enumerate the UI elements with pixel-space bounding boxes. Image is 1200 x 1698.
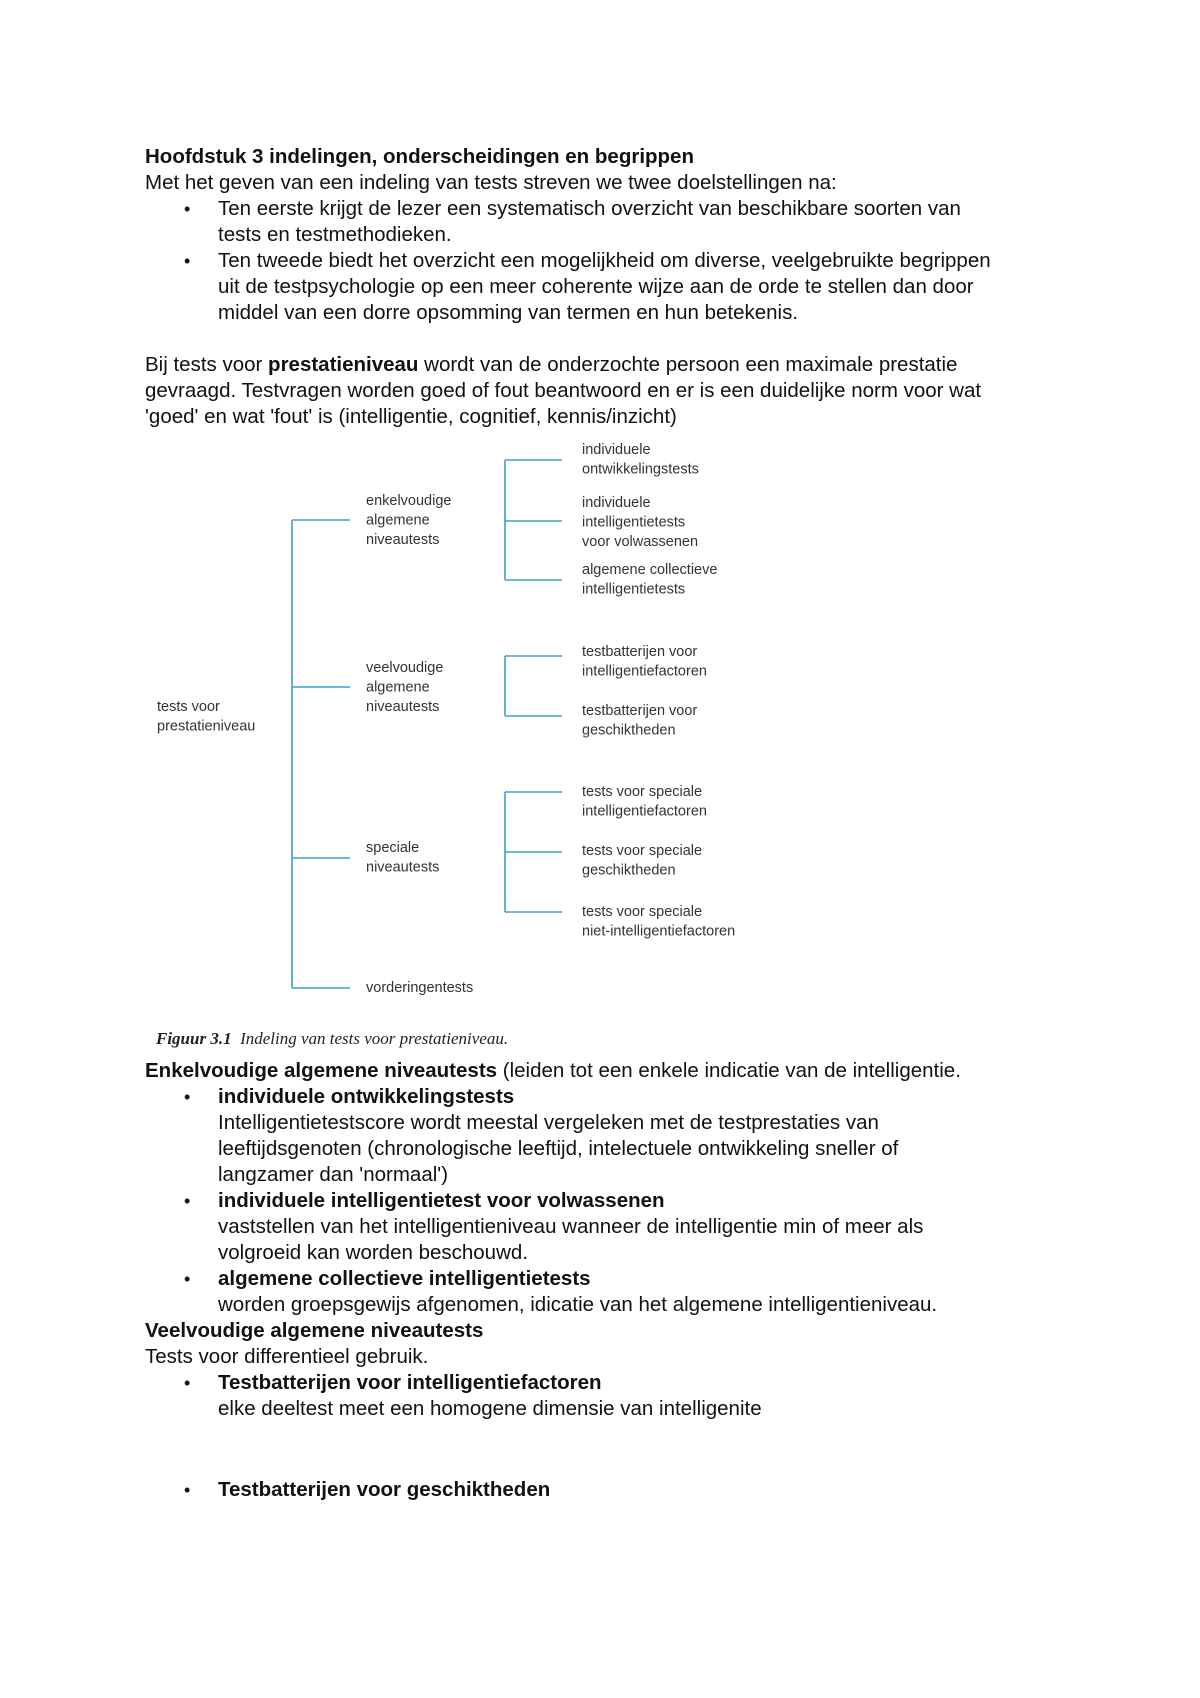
diagram-root-label: tests voor prestatieniveau xyxy=(157,699,256,735)
diagram-level2-label: individuele intelligentietests voor volwassenen xyxy=(582,495,699,550)
section1-item-2-title: individuele intelligentietest voor volwassenen xyxy=(218,1189,665,1212)
intro-bullet-2-line-1: Ten tweede biedt het overzicht een mogelijkheid om diverse, veelgebruikte begrippen xyxy=(218,249,991,272)
section1-item-3-title: algemene collectieve intelligentietests xyxy=(218,1267,591,1290)
diagram-level2-label: tests voor speciale niet-intelligentiefactoren xyxy=(582,904,736,940)
diagram-level1-label: vorderingentests xyxy=(366,980,474,996)
diagram-level2-label: tests voor speciale geschiktheden xyxy=(582,843,703,879)
section2-title: Veelvoudige algemene niveautests xyxy=(145,1319,484,1342)
figure-caption-label: Figuur 3.1 xyxy=(156,1029,232,1048)
paragraph-bold-term: prestatieniveau xyxy=(268,353,419,376)
section1-title-suffix: (leiden tot een enkele indicatie van de intelligentie. xyxy=(497,1059,961,1082)
section2-intro: Tests voor differentieel gebruik. xyxy=(145,1345,429,1368)
diagram-level1-label: veelvoudige algemene niveautests xyxy=(366,660,444,715)
intro-bullet-1-line-2: tests en testmethodieken. xyxy=(218,223,452,246)
paragraph-line-3: 'goed' en wat 'fout' is (intelligentie, cognitief, kennis/inzicht) xyxy=(145,405,677,428)
section1-title: Enkelvoudige algemene niveautests xyxy=(145,1059,498,1082)
diagram-level2-label: tests voor speciale intelligentiefactoren xyxy=(582,784,707,820)
section2-item-1-title: Testbatterijen voor intelligentiefactoren xyxy=(218,1371,602,1394)
diagram-level2-label: testbatterijen voor geschiktheden xyxy=(582,703,698,739)
section1-item-3-line-1: worden groepsgewijs afgenomen, idicatie van het algemene intelligentieniveau. xyxy=(218,1293,938,1316)
diagram-level2-label: individuele ontwikkelingstests xyxy=(582,442,699,478)
section1-item-2-line-2: volgroeid kan worden beschouwd. xyxy=(218,1241,528,1264)
diagram-level2-label: testbatterijen voor intelligentiefactoren xyxy=(582,644,707,680)
figure-caption-text: Indeling van tests voor prestatieniveau. xyxy=(240,1029,509,1048)
section1-item-1-line-2: leeftijdsgenoten (chronologische leeftijd, intelectuele ontwikkeling sneller of xyxy=(218,1137,899,1160)
paragraph-line-2: gevraagd. Testvragen worden goed of fout beantwoord en er is een duidelijke norm voor wat xyxy=(145,379,982,402)
section1-item-2-line-1: vaststellen van het intelligentieniveau wanneer de intelligentie min of meer als xyxy=(218,1215,924,1238)
intro-bullet-2-line-3: middel van een dorre opsomming van termen en hun betekenis. xyxy=(218,301,799,324)
intro-bullet-1-line-1: Ten eerste krijgt de lezer een systematisch overzicht van beschikbare soorten van xyxy=(218,197,961,220)
bullet-icon: • xyxy=(184,1191,191,1211)
bullet-icon: • xyxy=(184,1373,191,1393)
chapter-heading: Hoofdstuk 3 indelingen, onderscheidingen en begrippen xyxy=(145,145,694,168)
diagram-level1-label: speciale niveautests xyxy=(366,840,440,876)
section1-item-1-line-3: langzamer dan 'normaal') xyxy=(218,1163,449,1186)
bullet-icon: • xyxy=(184,1480,191,1500)
section1-heading-line xyxy=(145,1058,961,1084)
diagram-level1-label: enkelvoudige algemene niveautests xyxy=(366,493,452,548)
section2-item-1-line-1: elke deeltest meet een homogene dimensie van intelligenite xyxy=(218,1397,762,1420)
section2-item-2-title: Testbatterijen voor geschiktheden xyxy=(218,1478,551,1501)
intro-bullet-2-line-2: uit de testpsychologie op een meer coherente wijze aan de orde te stellen dan door xyxy=(218,275,974,298)
figure-caption xyxy=(156,1029,508,1049)
bullet-icon: • xyxy=(184,1269,191,1289)
intro-text: Met het geven van een indeling van tests streven we twee doelstellingen na: xyxy=(145,171,837,194)
diagram-labels xyxy=(157,442,735,996)
paragraph-suffix: wordt van de onderzochte persoon een maximale prestatie xyxy=(418,353,958,376)
section1-item-1-line-1: Intelligentietestscore wordt meestal vergeleken met de testprestaties van xyxy=(218,1111,879,1134)
diagram-level2-label: algemene collectieve intelligentietests xyxy=(582,562,718,598)
paragraph-prefix: Bij tests voor xyxy=(145,353,269,376)
bullet-icon: • xyxy=(184,1087,191,1107)
bullet-icon: • xyxy=(184,251,191,271)
section1-item-1-title: individuele ontwikkelingstests xyxy=(218,1085,515,1108)
bullet-icon: • xyxy=(184,199,191,219)
